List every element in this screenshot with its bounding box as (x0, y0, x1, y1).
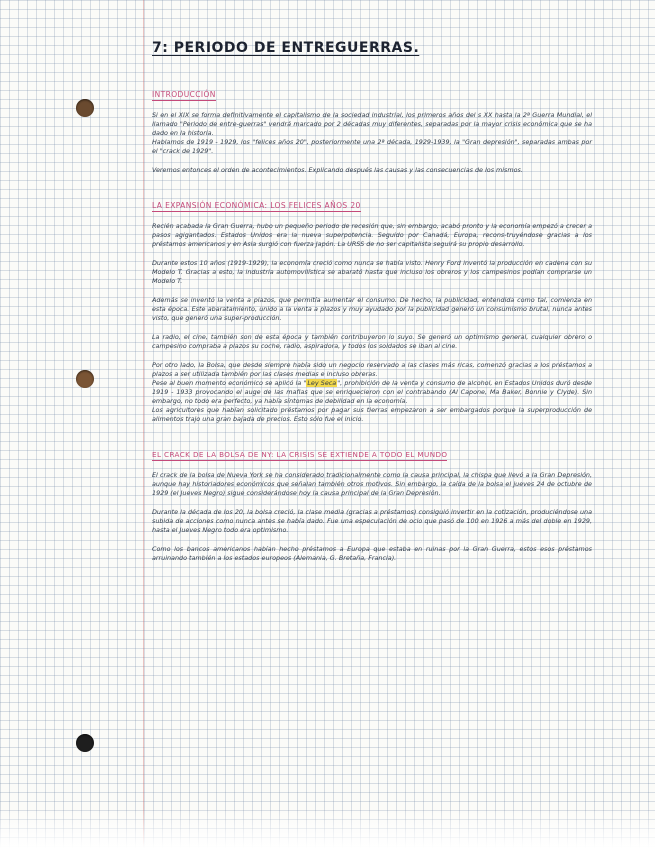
binder-hole-bottom (76, 734, 94, 752)
binder-hole-middle (76, 370, 94, 388)
paragraph: Como los bancos americanos habían hecho préstamos a Europa que estaba en ruinas por la Gran Guerra, estos esos préstamos arruinando también a los estados europeos (Alemania, G. Bretaña, Francia). (152, 545, 592, 562)
page-title: 7: PERIODO DE ENTREGUERRAS. (152, 40, 420, 56)
section-crack-bolsa (152, 442, 592, 563)
page-content (152, 40, 592, 573)
paragraph: Recién acabada la Gran Guerra, hubo un pequeño periodo de recesión que, sin embargo, acabó pronto y la economía empezó a crecer a pasos agigantados. Estados Unidos era la nueva superpotencia. Seguido por Canadá, Europa, recons-truyéndose gracias a los préstamos americanos y en Asia surgió con fuerza Japón. La URSS de no ser capitalista seguirá su propio desarrollo. (152, 222, 592, 248)
section-introduccion (152, 82, 592, 175)
paragraph-text: Pese al buen momento económico se aplicó la "Ley Seca", prohibición de la venta y consumo de alcohol, en Estados Unidos duró desde 1919 - 1933 provocando el auge de las mafias que se enriquecieron con el contrabando (Al Capone, Ma Baker, Bonnie y Clyde). Sin embargo, no todo era perfecto, ya había síntomas de debilidad en la economía. (152, 379, 592, 405)
paragraph: Los agricultores que habían solicitado préstamos por pagar sus tierras empezaron a ser embargados porque la superproducción de alimentos trajo una gran bajada de precios. Esto sólo fue el inicio. (152, 406, 592, 423)
paragraph: La radio, el cine, también son de esta época y también contribuyeron lo suyo. Se generó un optimismo general, cualquier obrero o campesino compraba a plazos su coche, radio, aspiradora, y todos los soldados se iban al cine. (152, 333, 592, 350)
binder-hole-top (76, 99, 94, 117)
section-heading: INTRODUCCIÓN (152, 90, 216, 99)
paragraph: Durante estos 10 años (1919-1929), la economía creció como nunca se había visto. Henry Ford inventó la producción en cadena con su Modelo T. Gracias a esto, la industria automovilística se abarató hasta que incluso los obreros y los campesinos podían comprarse un Modelo T. (152, 259, 592, 285)
section-heading: EL CRACK DE LA BOLSA DE NY: LA CRISIS SE EXTIENDE A TODO EL MUNDO (152, 450, 448, 459)
paragraph: Por otro lado, la Bolsa, que desde siempre había sido un negocio reservado a las clases más ricas, comenzó gracias a los préstamos a plazos a ser utilizada también por las clases medias e incluso obreras. (152, 361, 592, 378)
paragraph: El crack de la bolsa de Nueva York se ha considerado tradicionalmente como la causa principal, la chispa que llevó a la Gran Depresión, aunque hay historiadores económicos que señalan también otros motivos. Sin embargo, la caída de la bolsa el jueves 24 de octubre de 1929 (el Jueves Negro) sigue considerándose hoy la causa principal de la Gran Depresión. (152, 471, 592, 497)
section-expansion-economica (152, 193, 592, 424)
paragraph: Además se inventó la venta a plazos, que permitía aumentar el consumo. De hecho, la publicidad, entendida como tal, comienza en esta época. Este abaratamiento, unido a la venta a plazos y muy ayudado por la publicidad generó un consumismo brutal, nunca antes visto, que generó una super-producción. (152, 296, 592, 322)
paragraph: Hablamos de 1919 - 1929, los "felices años 20", posteriormente una 2ª década, 1929-1939, la "Gran depresión", separadas ambas por el "crack de 1929". (152, 138, 592, 155)
paragraph: Si en el XIX se forma definitivamente el capitalismo de la sociedad industrial, los primeros años del s XX hasta la 2ª Guerra Mundial, el llamado "Periodo de entre-guerras" vendrá marcado por 2 décadas muy diferentes, separadas por la mayor crisis económica que se ha dado en la historia. (152, 111, 592, 137)
page-bottom-fade (0, 808, 655, 848)
highlighted-text: Ley Seca (307, 379, 337, 387)
section-heading: LA EXPANSIÓN ECONÓMICA: LOS FELICES AÑOS 20 (152, 201, 361, 210)
margin-line (143, 0, 144, 848)
paragraph-ley-seca (152, 379, 592, 406)
paragraph: Veremos entonces el orden de acontecimientos. Explicando después las causas y las consecuencias de los mismos. (152, 166, 523, 174)
paragraph: Durante la década de los 20, la bolsa creció, la clase media (gracias a préstamos) consiguió invertir en la cotización, produciéndose una subida de acciones como nunca antes se había dado. Fue una especulación de ocio que pasó de 100 en 1926 a más del doble en 1929, hasta el Jueves Negro todo era optimismo. (152, 508, 592, 534)
